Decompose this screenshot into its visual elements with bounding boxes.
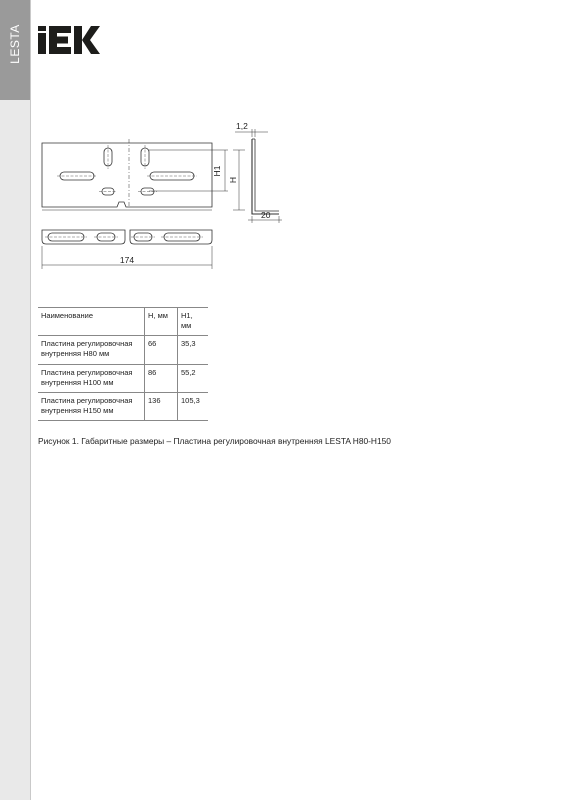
side-label: LESTA [8,24,22,64]
figure-caption: Рисунок 1. Габаритные размеры – Пластина регулировочная внутренняя LESTA H80-H150 [38,436,391,446]
table-row [38,392,208,420]
iek-logo [38,26,100,54]
side-tab [0,0,30,100]
name-line: внутренняя H80 мм [41,349,110,359]
name-line: внутренняя H100 мм [41,377,114,387]
cell-h1: 35,3 [178,336,209,364]
name-line: Пластина регулировочная [41,339,133,349]
cell-h1: 55,2 [178,364,209,392]
cell-name [38,364,145,392]
table-header-row [38,308,208,336]
plate-slots [60,148,194,195]
table-row [38,364,208,392]
header-h: H, мм [145,308,178,336]
table-row [38,336,208,364]
name-line: Пластина регулировочная [41,367,133,377]
name-line: Пластина регулировочная [41,395,133,405]
cell-name [38,392,145,420]
dimension-drawing [30,115,290,275]
cell-h1: 105,3 [178,392,209,420]
dim-h1-label: H1 [212,165,222,177]
dim-length-label: 174 [119,255,135,265]
side-bar [0,0,31,800]
cell-h: 86 [145,364,178,392]
header-name: Наименование [38,308,145,336]
header-h1: H1, мм [178,308,209,336]
dim-flange-label: 20 [261,210,271,220]
plate-front-outline [42,143,212,207]
dim-thickness-label: 1,2 [236,121,248,131]
cell-name [38,336,145,364]
cell-h: 136 [145,392,178,420]
cell-h: 66 [145,336,178,364]
dim-h-label: H [228,176,238,184]
spec-table [38,307,208,421]
name-line: внутренняя H150 мм [41,405,114,415]
